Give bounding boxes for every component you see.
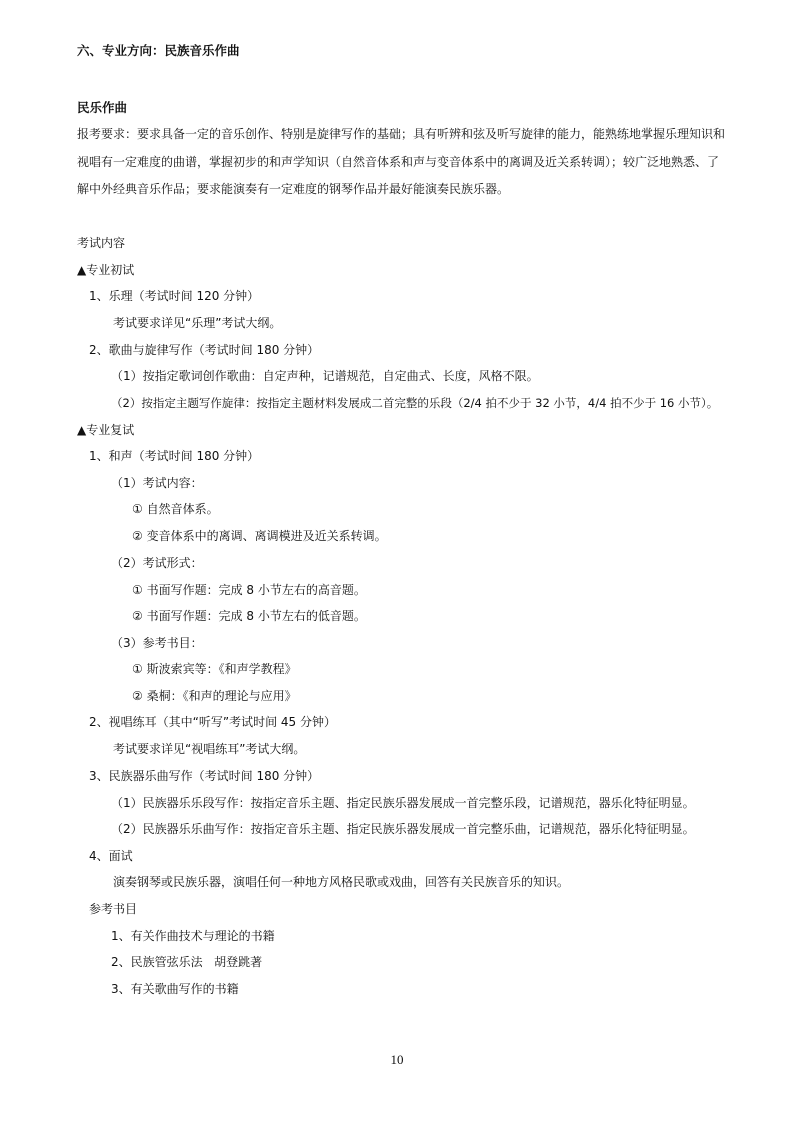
- instrumental-title: 3、民族器乐曲写作（考试时间 180 分钟）: [89, 769, 320, 783]
- harmony-content-2: ② 变音体系中的离调、离调模进及近关系转调。: [132, 529, 387, 543]
- ear-training-title: 2、视唱练耳（其中“听写”考试时间 45 分钟）: [89, 715, 336, 729]
- preliminary-item-2: 2、歌曲与旋律写作（考试时间 180 分钟）: [89, 343, 320, 357]
- harmony-title: 1、和声（考试时间 180 分钟）: [89, 449, 260, 463]
- page-number: 10: [390, 1052, 404, 1067]
- references-title: 参考书目: [89, 902, 138, 916]
- requirements-line-2: 视唱有一定难度的曲谱，掌握初步的和声学知识（自然音体系和声与变音体系中的离调及近关系转调）；较广泛地熟悉、了: [77, 155, 720, 169]
- references-item-1: 1、有关作曲技术与理论的书籍: [111, 929, 275, 943]
- preliminary-item-1-note: 考试要求详见“乐理”考试大纲。: [113, 316, 282, 330]
- harmony-form-1: ① 书面写作题：完成 8 小节左右的高音题。: [132, 583, 366, 597]
- section-title: 六、专业方向：民族音乐作曲: [77, 43, 240, 58]
- references-item-3: 3、有关歌曲写作的书籍: [111, 982, 239, 996]
- harmony-books-2: ② 桑桐：《和声的理论与应用》: [132, 689, 297, 703]
- exam-content-title: 考试内容: [77, 236, 126, 250]
- harmony-content-1: ① 自然音体系。: [132, 502, 219, 516]
- preliminary-item-2-sub-2: （2）按指定主题写作旋律：按指定主题材料发展成二首完整的乐段（2/4 拍不少于 32 小节，4/4 拍不少于 16 小节）。: [111, 396, 719, 410]
- requirements-line-3: 解中外经典音乐作品；要求能演奏有一定难度的钢琴作品并最好能演奏民族乐器。: [77, 182, 510, 196]
- harmony-books-title: （3）参考书目：: [111, 636, 203, 650]
- instrumental-sub-1: （1）民族器乐乐段写作：按指定音乐主题、指定民族乐器发展成一首完整乐段，记谱规范，器乐化特征明显。: [111, 796, 695, 810]
- ear-training-note: 考试要求详见“视唱练耳”考试大纲。: [113, 742, 306, 756]
- preliminary-item-2-sub-1: （1）按指定歌词创作歌曲：自定声种，记谱规范，自定曲式、长度，风格不限。: [111, 369, 539, 383]
- preliminary-item-1: 1、乐理（考试时间 120 分钟）: [89, 289, 260, 303]
- preliminary-title: ▲专业初试: [77, 263, 135, 277]
- requirements-line-1: 报考要求：要求具备一定的音乐创作、特别是旋律写作的基础；具有听辨和弦及听写旋律的能力，能熟练地掌握乐理知识和: [77, 127, 726, 141]
- interview-note: 演奏钢琴或民族乐器，演唱任何一种地方风格民歌或戏曲，回答有关民族音乐的知识。: [113, 875, 570, 889]
- harmony-form-2: ② 书面写作题：完成 8 小节左右的低音题。: [132, 609, 366, 623]
- harmony-content-title: （1）考试内容：: [111, 476, 203, 490]
- subsection-title: 民乐作曲: [77, 100, 128, 115]
- harmony-books-1: ① 斯波索宾等：《和声学教程》: [132, 662, 297, 676]
- harmony-form-title: （2）考试形式：: [111, 556, 203, 570]
- instrumental-sub-2: （2）民族器乐乐曲写作：按指定音乐主题、指定民族乐器发展成一首完整乐曲，记谱规范，器乐化特征明显。: [111, 822, 695, 836]
- references-item-2: 2、民族管弦乐法 胡登跳著: [111, 955, 263, 969]
- retest-title: ▲专业复试: [77, 423, 135, 437]
- interview-title: 4、面试: [89, 849, 133, 863]
